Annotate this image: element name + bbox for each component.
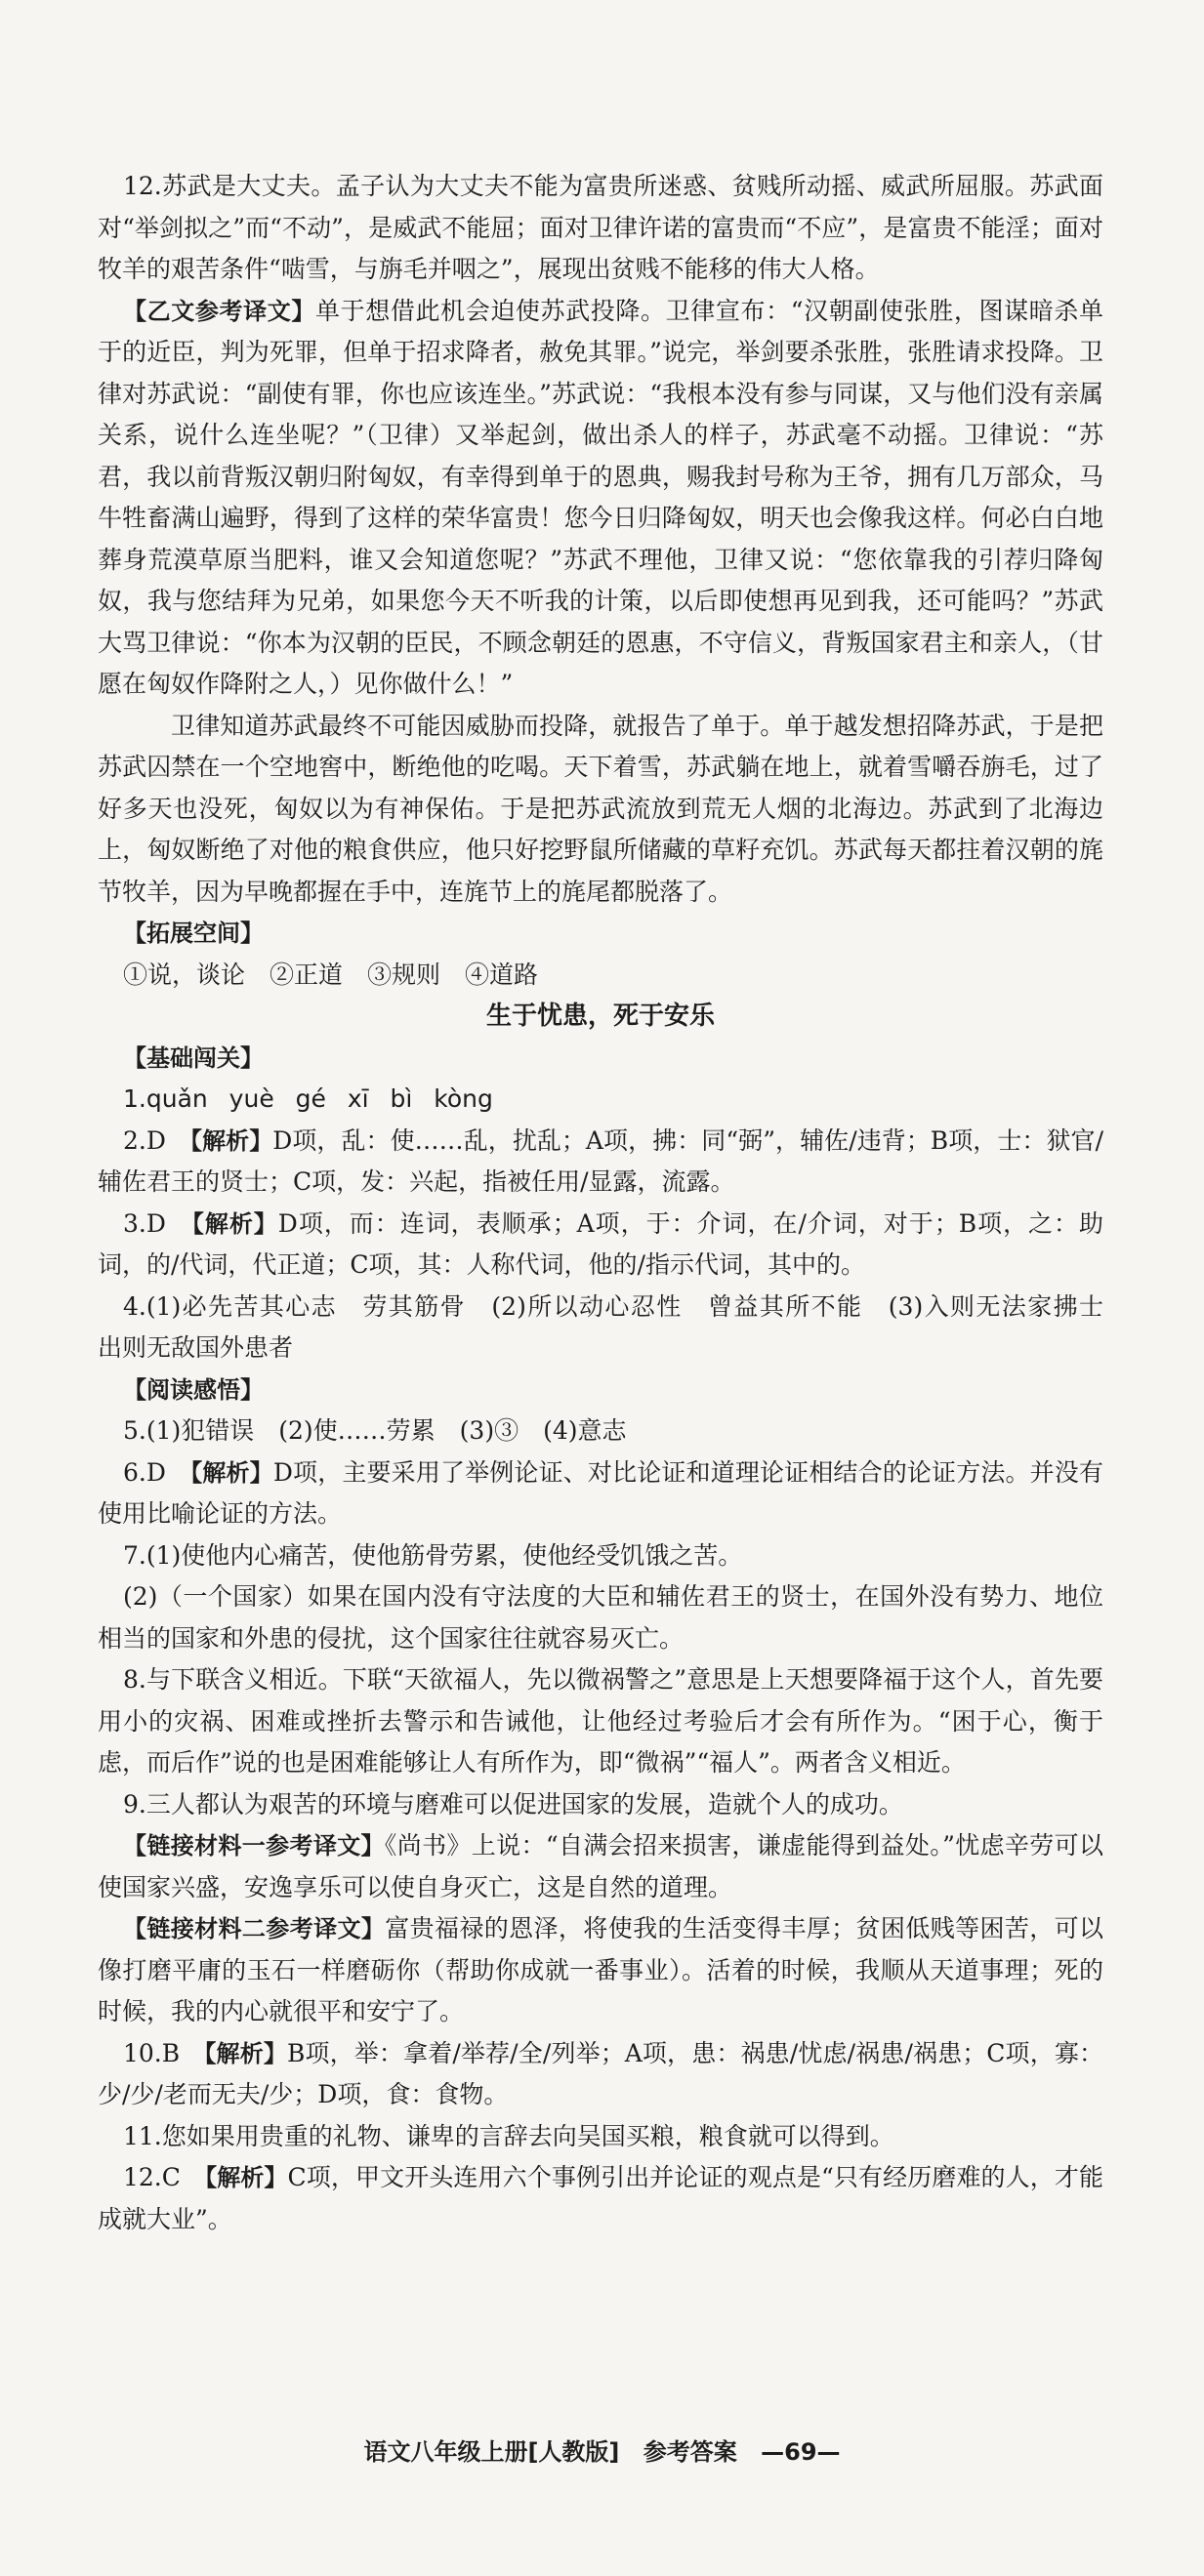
yi-translation <box>98 291 1103 706</box>
yi-translation-text: 单于想借此机会迫使苏武投降。卫律宣布：“汉朝副使张胜，图谋暗杀单于的近臣，判为死罪，但单于招求降者，赦免其罪。”说完，举剑要杀张胜，张胜请求投降。卫律对苏武说：“副使有罪，你也应该连坐。”苏武说：“我根本没有参与同谋，又与他们没有亲属关系，说什么连坐呢？”（卫律）又举起剑，做出杀人的样子，苏武毫不动摇。卫律说：“苏君，我以前背叛汉朝归附匈奴，有幸得到单于的恩典，赐我封号称为王爷，拥有几万部众，马牛牲畜满山遍野，得到了这样的荣华富贵！您今日归降匈奴，明天也会像我这样。何必白白地葬身荒漠草原当肥料，谁又会知道您呢？”苏武不理他，卫律又说：“您依靠我的引荐归降匈奴，我与您结拜为兄弟，如果您今天不听我的计策，以后即使想再见到我，还可能吗？”苏武大骂卫律说：“你本为汉朝的臣民，不顾念朝廷的恩惠，不守信义，背叛国家君主和亲人，（甘愿在匈奴作降附之人，）见你做什么！” <box>98 296 1103 698</box>
answer-12 <box>98 2157 1103 2240</box>
section-yuedu-label: 【阅读感悟】 <box>123 1375 264 1404</box>
answer-2 <box>98 1121 1103 1204</box>
answer-4: 4.(1)必先苦其心志 劳其筋骨 (2)所以动心忍性 曾益其所不能 (3)入则无法家拂士 出则无敌国外患者 <box>98 1291 1129 1362</box>
answer-9: 9.三人都认为艰苦的环境与磨难可以促进国家的发展，造就个人的成功。 <box>123 1789 903 1819</box>
answer-7-2: (2)（一个国家）如果在国内没有守法度的大臣和辅佐君王的贤士，在国外没有势力、地位相当的国家和外患的侵扰，这个国家往往就容易灭亡。 <box>98 1582 1103 1653</box>
footer-section: 参考答案 <box>643 2438 737 2466</box>
link-material-2-text: 富贵福禄的恩泽，将使我的生活变得丰厚；贫困低贱等困苦，可以像打磨平庸的玉石一样磨砺你（帮助你成就一番事业）。活着的时候，我顺从天道事理；死的时候，我的内心就很平和安宁了。 <box>98 1914 1103 2025</box>
section-jichu-label: 【基础闯关】 <box>123 1043 264 1072</box>
section-tuozhan-label: 【拓展空间】 <box>123 920 264 947</box>
tuozhan-answer: ①说，谈论 ②正道 ③规则 ④道路 <box>123 960 539 989</box>
answer-3 <box>98 1204 1103 1287</box>
yi-translation-label: 【乙文参考译文】 <box>123 297 315 325</box>
answer-12-analysis: C项，甲文开头连用六个事例引出并论证的观点是“只有经历磨难的人，才能成就大业”。 <box>98 2163 1103 2233</box>
yi-translation-continued: 卫律知道苏武最终不可能因威胁而投降，就报告了单于。单于越发想招降苏武，于是把苏武囚禁在一个空地窖中，断绝他的吃喝。天下着雪，苏武躺在地上，就着雪嚼吞旃毛，过了好多天也没死，匈奴以为有神保佑。于是把苏武流放到荒无人烟的北海边。苏武到了北海边上，匈奴断绝了对他的粮食供应，他只好挖野鼠所储藏的草籽充饥。苏武每天都拄着汉朝的旄节牧羊，因为早晚都握在手中，连旄节上的旄尾都脱落了。 <box>98 711 1103 906</box>
answer-6-analysis-label: 【解析】 <box>190 1458 273 1487</box>
answer-6 <box>98 1452 1103 1535</box>
answer-11: 11.您如果用贵重的礼物、谦卑的言辞去向吴国买粮，粮食就可以得到。 <box>123 2121 894 2150</box>
link-material-1 <box>98 1825 1103 1908</box>
answer-3-analysis: D项，而：连词，表顺承；A项，于：介词，在/介词，对于；B项，之：助词，的/代词，代正道；C项，其：人称代词，他的/指示代词，其中的。 <box>98 1208 1103 1279</box>
lesson-title: 生于忧患，死于安乐 <box>485 1002 715 1031</box>
link-material-1-label: 【链接材料一参考译文】 <box>123 1832 385 1860</box>
answer-2-analysis: D项，乱：使……乱，扰乱；A项，拂：同“弼”，辅佐/违背；B项，士：狱官/辅佐君王的贤士；C项，发：兴起，指被任用/显露，流露。 <box>98 1125 1103 1196</box>
answer-3-choice: 3.D <box>123 1208 166 1238</box>
answer-2-analysis-label: 【解析】 <box>190 1126 273 1155</box>
answer-10-analysis-label: 【解析】 <box>204 2039 287 2067</box>
answer-7-1: 7.(1)使他内心痛苦，使他筋骨劳累，使他经受饥饿之苦。 <box>123 1540 743 1570</box>
answer-3-analysis-label: 【解析】 <box>191 1209 278 1238</box>
link-material-2-label: 【链接材料二参考译文】 <box>123 1915 386 1942</box>
footer-page-number: —69— <box>761 2438 841 2466</box>
link-material-1-text: 《尚书》上说：“自满会招来损害，谦虚能得到益处。”忧虑辛劳可以使国家兴盛，安逸享乐可以使自身灭亡，这是自然的道理。 <box>98 1831 1103 1901</box>
answer-6-choice: 6.D <box>123 1457 166 1487</box>
answer-1-pinyin: 1.quǎn yuè gé xī bì kòng <box>123 1084 493 1113</box>
answer-5: 5.(1)犯错误 (2)使……劳累 (3)③ (4)意志 <box>123 1416 627 1445</box>
answer-10 <box>98 2033 1103 2116</box>
answer-10-choice: 10.B <box>123 2038 181 2067</box>
answer-2-choice: 2.D <box>123 1125 166 1155</box>
page-footer <box>0 2433 1204 2467</box>
answer-12-analysis-label: 【解析】 <box>205 2164 288 2191</box>
answer-12-choice: 12.C <box>123 2163 181 2191</box>
answer-10-analysis: B项，举：拿着/举荐/全/列举；A项，患：祸患/忧虑/祸患/祸患；C项，寡：少/少/老而无夫/少；D项，食：食物。 <box>98 2038 1103 2108</box>
answer-6-analysis: D项，主要采用了举例论证、对比论证和道理论证相结合的论证方法。并没有使用比喻论证的方法。 <box>98 1457 1103 1528</box>
answer-12-suwu: 12.苏武是大丈夫。孟子认为大丈夫不能为富贵所迷惑、贫贱所动摇、威武所屈服。苏武面对“举剑拟之”而“不动”，是威武不能屈；面对卫律许诺的富贵而“不应”，是富贵不能淫；面对牧羊的艰苦条件“啮雪，与旃毛并咽之”，展现出贫贱不能移的伟大人格。 <box>98 172 1103 283</box>
answer-8: 8.与下联含义相近。下联“天欲福人，先以微祸警之”意思是上天想要降福于这个人，首先要用小的灾祸、困难或挫折去警示和告诫他，让他经过考验后才会有所作为。“困于心，衡于虑，而后作”说的也是困难能够让人有所作为，即“微祸”“福人”。两者含义相近。 <box>98 1665 1103 1777</box>
link-material-2 <box>98 1908 1103 2033</box>
footer-book: 语文八年级上册[人教版] <box>363 2438 620 2466</box>
answer-content <box>98 166 1129 2240</box>
